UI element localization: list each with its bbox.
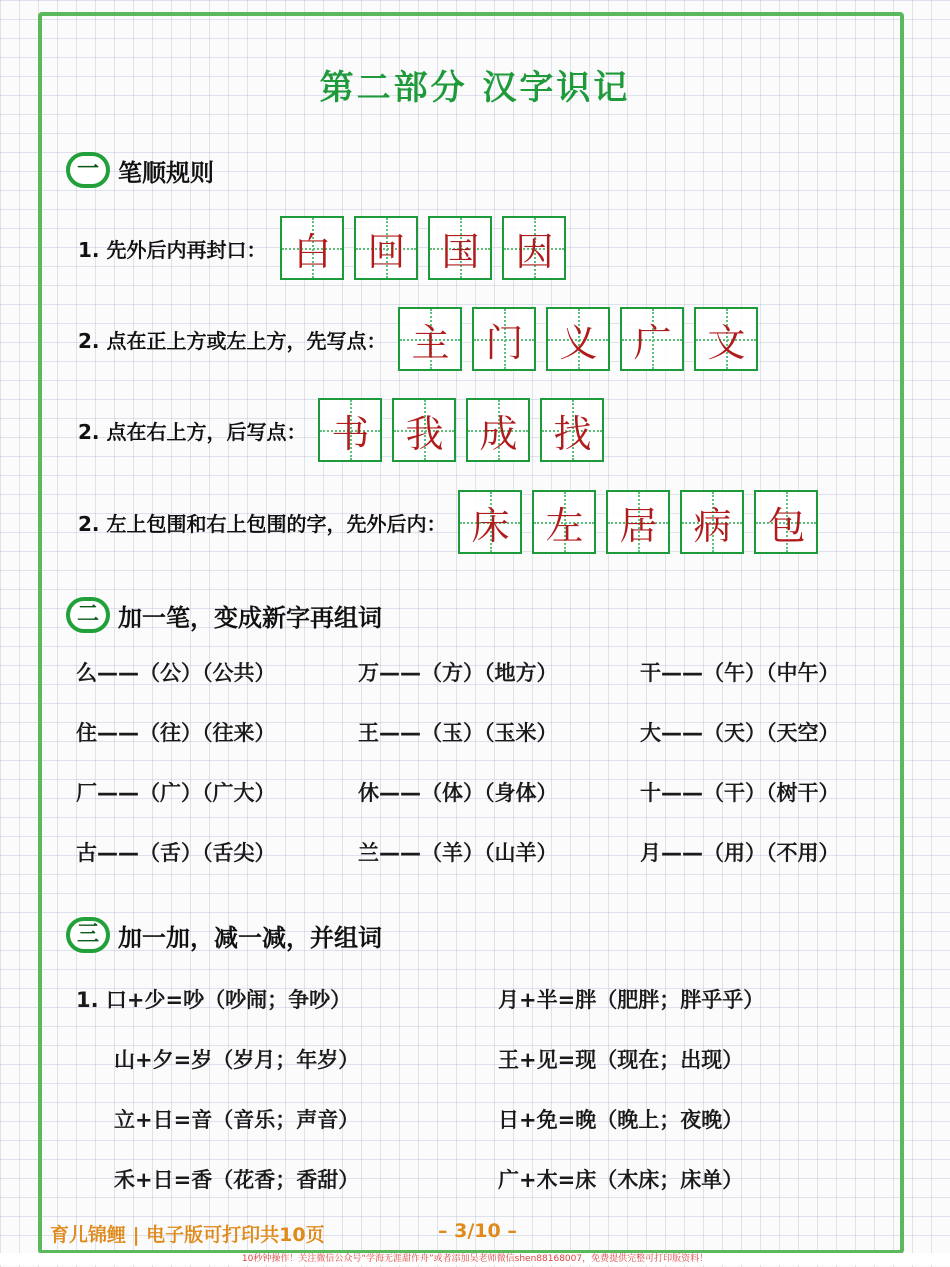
char-box: 左 [532,490,596,554]
add-stroke-item: 住——（往）（往来） [76,721,276,745]
combo-item: 禾+日=香（花香；香甜） [114,1168,360,1192]
char-box: 我 [392,398,456,462]
section-1-header [66,148,214,192]
section-2-title: 加一笔，变成新字再组词 [118,603,382,632]
char-box: 国 [428,216,492,280]
section-3-title: 加一加，减一减，并组词 [118,923,382,952]
char-box: 居 [606,490,670,554]
rule-2 [78,307,768,371]
char-box: 广 [620,307,684,371]
bottom-note: 10秒钟操作！关注微信公众号“学海无涯甜作舟”或者添加吴老师微信shen88168007，免费提供完整可打印版资料！ [0,1253,950,1265]
section-3-badge: 三 [66,917,110,953]
add-stroke-item: 大——（天）（天空） [640,721,840,745]
add-stroke-item: 古——（舌）（舌尖） [76,841,276,865]
char-box: 床 [458,490,522,554]
page-number: – 3/10 – [438,1220,517,1242]
section-1-title: 笔顺规则 [118,158,214,187]
char-box: 书 [318,398,382,462]
combo-item: 立+日=音（音乐；声音） [114,1108,360,1132]
rule-1-label: 1. 先外后内再封口： [78,237,267,262]
char-box: 包 [754,490,818,554]
combo-item: 1. 口+少=吵（吵闹；争吵） [76,988,352,1012]
section-1-badge: 一 [66,152,110,188]
combo-item: 广+木=床（木床；床单） [498,1168,744,1192]
section-3-header [66,913,382,957]
add-stroke-item: 月——（用）（不用） [640,841,840,865]
char-box: 文 [694,307,758,371]
char-box: 义 [546,307,610,371]
rule-1 [78,216,576,280]
combo-item: 日+免=晚（晚上；夜晚） [498,1108,744,1132]
char-box: 成 [466,398,530,462]
char-box: 病 [680,490,744,554]
combo-item: 山+夕=岁（岁月；年岁） [114,1048,360,1072]
add-stroke-item: 万——（方）（地方） [358,661,558,685]
rule-3 [78,398,614,462]
combo-item: 王+见=现（现在；出现） [498,1048,744,1072]
char-box: 白 [280,216,344,280]
combo-item: 月+半=胖（肥胖；胖乎乎） [498,988,765,1012]
char-box: 找 [540,398,604,462]
add-stroke-item: 厂——（广）（广大） [76,781,276,805]
rule-4 [78,490,828,554]
section-2-header [66,593,382,637]
section-2-badge: 二 [66,597,110,633]
page-title: 第二部分 汉字识记 [319,68,631,108]
char-box: 因 [502,216,566,280]
add-stroke-grid [76,661,896,865]
char-box: 门 [472,307,536,371]
add-stroke-item: 干——（午）（中午） [640,661,840,685]
add-stroke-item: 兰——（羊）（山羊） [358,841,558,865]
footer-brand: 育儿锦鲤 | 电子版可打印共10页 [50,1224,325,1246]
char-box: 回 [354,216,418,280]
rule-3-label: 2. 点在右上方，后写点： [78,419,307,444]
rule-2-label: 2. 点在正上方或左上方，先写点： [78,328,387,353]
combo-grid [76,988,896,1192]
add-stroke-item: 十——（干）（树干） [640,781,840,805]
char-box: 主 [398,307,462,371]
add-stroke-item: 休——（体）（身体） [358,781,558,805]
add-stroke-item: 么——（公）（公共） [76,661,276,685]
add-stroke-item: 王——（玉）（玉米） [358,721,558,745]
rule-4-label: 2. 左上包围和右上包围的字，先外后内： [78,511,447,536]
